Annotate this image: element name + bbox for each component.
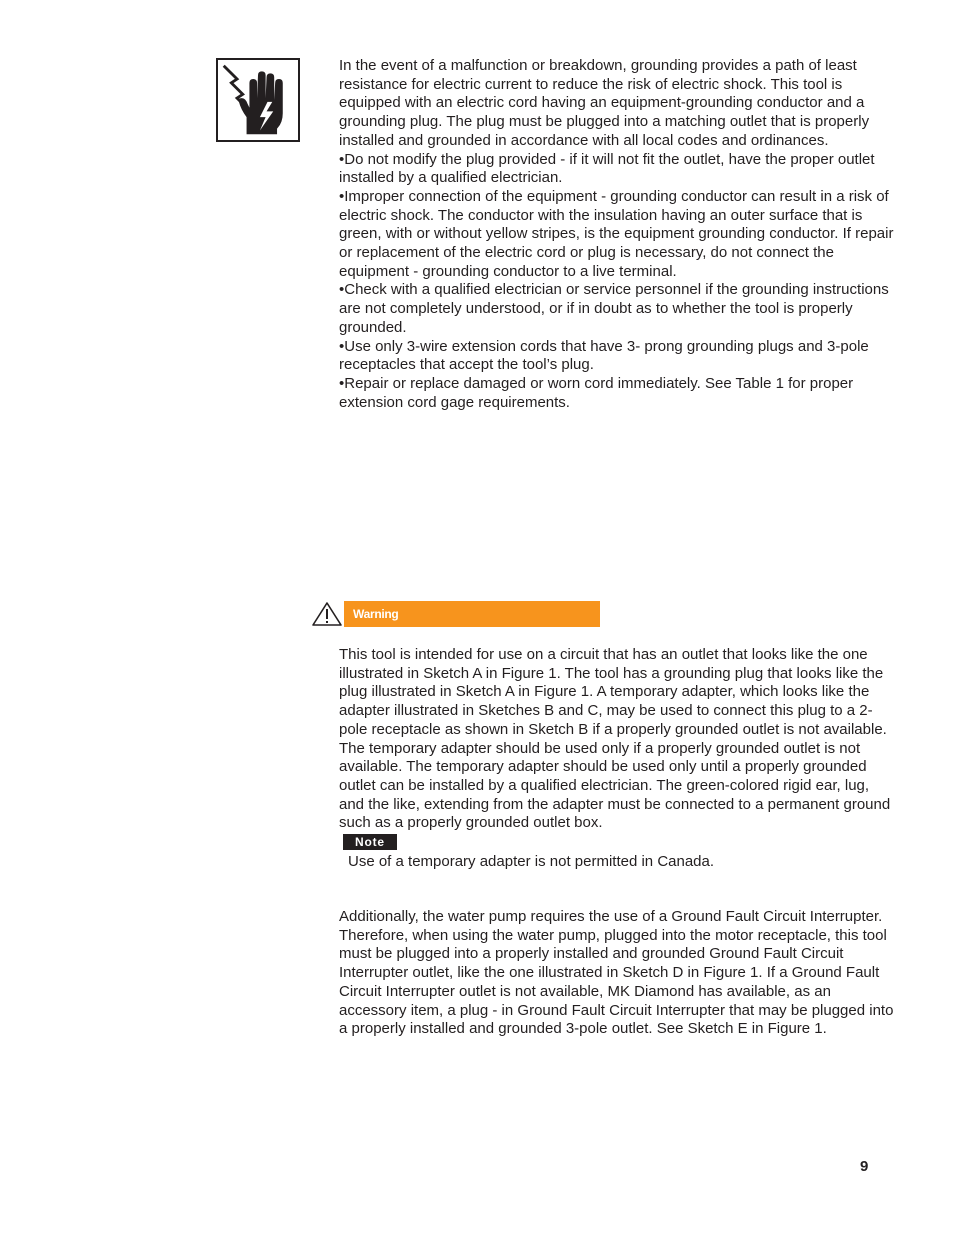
bullet-item: •Use only 3-wire extension cords that have 3- prong grounding plugs and 3-pole receptacles that accept the tool’s plug. xyxy=(339,337,869,374)
grounding-intro-paragraph: In the event of a malfunction or breakdown, grounding provides a path of least resistance for electric current to reduce the risk of electric shock. This tool is equipped with an electric cord having an equipment-grounding conductor and a grounding plug. The plug must be plugged into a matching outlet that is properly installed and grounded in accordance with all local codes and ordinances. xyxy=(339,57,870,149)
grounding-instructions xyxy=(339,57,895,412)
warning-banner xyxy=(310,601,600,627)
warning-label: Warning xyxy=(353,607,399,621)
adapter-paragraph: This tool is intended for use on a circuit that has an outlet that looks like the one illustrated in Sketch A in Figure 1. The tool has a grounding plug that looks like the plug illustrated in Sketch A in Figure 1. A temporary adapter, which looks like the adapter illustrated in Sketches B and C, may be used to connect this plug to a 2-pole receptacle as shown in Sketch B if a properly grounded outlet is not available. The temporary adapter should be used only if a properly grounded outlet is not available. The temporary adapter should be used only until a properly grounded outlet can be installed by a qualified electrician. The green-colored rigid ear, lug, and the like, extending from the adapter must be connected to a permanent ground such as a properly grounded outlet box. xyxy=(339,646,891,832)
bullet-item: •Do not modify the plug provided - if it will not fit the outlet, have the proper outlet installed by a qualified electrician. xyxy=(339,150,875,187)
electric-shock-hand-graphic xyxy=(218,60,298,140)
bullet-item: •Improper connection of the equipment - grounding conductor can result in a risk of electric shock. The conductor with the insulation having an outer surface that is green, with or without yellow stripes, is the equipment grounding conductor. If repair or replacement of the electric cord or plug is necessary, do not connect the equipment - grounding conductor to a live terminal. xyxy=(339,187,894,280)
warning-triangle-icon xyxy=(310,601,344,627)
gfci-paragraph: Additionally, the water pump requires the use of a Ground Fault Circuit Interrupter. Therefore, when using the water pump, plugged into the motor receptacle, this tool must be plugged into a properly installed and grounded Ground Fault Circuit Interrupter outlet, like the one illustrated in Sketch D in Figure 1. If a Ground Fault Circuit Interrupter outlet is not available, MK Diamond has available, as an accessory item, a plug - in Ground Fault Circuit Interrupter that may be plugged into a properly installed and grounded 3-pole outlet. See Sketch E in Figure 1. xyxy=(339,908,894,1038)
note-text: Use of a temporary adapter is not permitted in Canada. xyxy=(348,852,715,870)
electric-shock-hand-icon xyxy=(216,58,300,142)
adapter-section xyxy=(339,646,895,871)
note-badge: Note xyxy=(343,834,397,850)
bullet-item: •Repair or replace damaged or worn cord immediately. See Table 1 for proper extension cord gage requirements. xyxy=(339,374,854,411)
bullet-item: •Check with a qualified electrician or service personnel if the grounding instructions are not completely understood, or if in doubt as to whether the tool is properly grounded. xyxy=(339,281,889,336)
gfci-section xyxy=(339,908,895,1039)
page-number: 9 xyxy=(860,1158,869,1175)
